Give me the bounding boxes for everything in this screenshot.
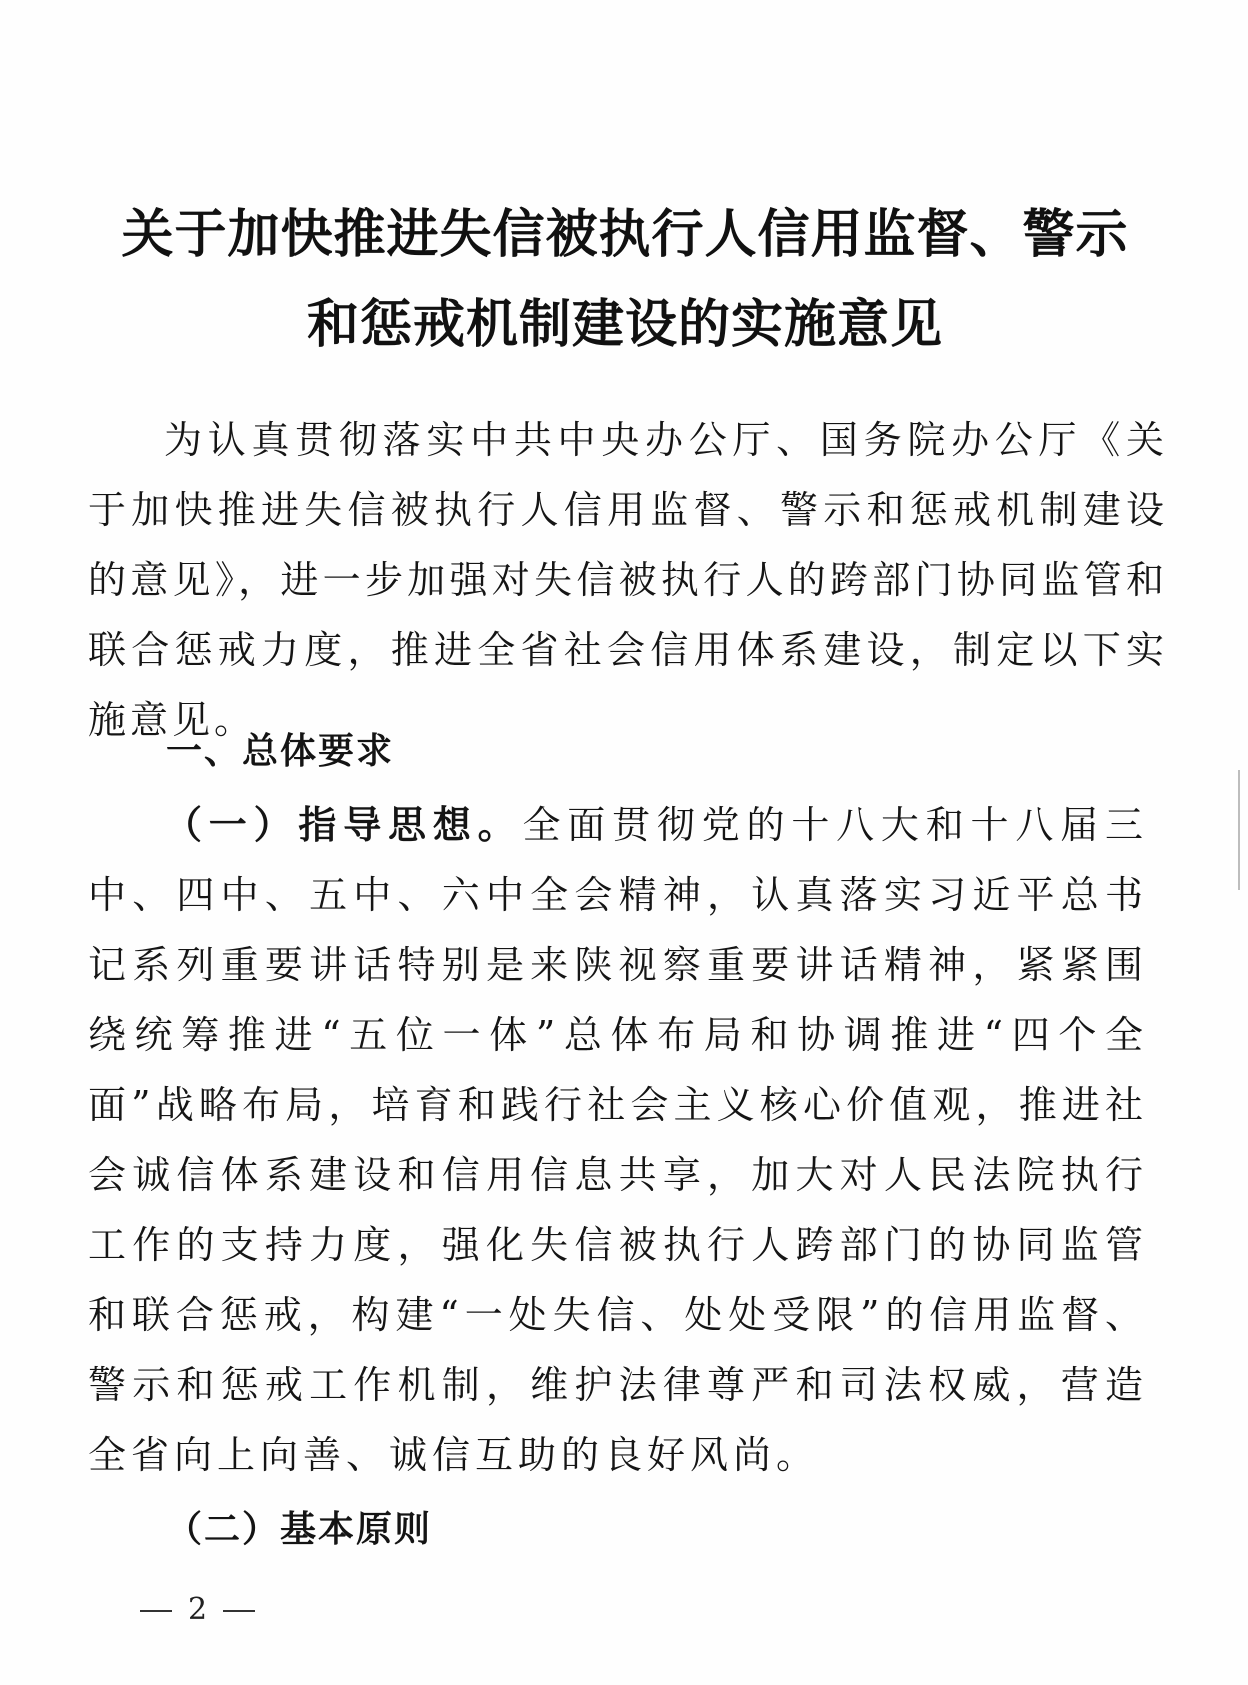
page-number [124, 1590, 271, 1630]
guiding-ideology-text: 全面贯彻党的十八大和十八届三中、四中、五中、六中全会精神，认真落实习近平总书记系列重要讲话特别是来陕视察重要讲话精神，紧紧围绕统筹推进“五位一体”总体布局和协调推进“四个全面”战略布局，培育和践行社会主义核心价值观，推进社会诚信体系建设和信用信息共享，加大对人民法院执行工作的支持力度，强化失信被执行人跨部门的协同监管和联合惩戒，构建“一处失信、处处受限”的信用监督、警示和惩戒工作机制，维护法律尊严和司法权威，营造全省向上向善、诚信互助的良好风尚。 [88, 803, 1148, 1477]
page-number-value: 2 [188, 1592, 208, 1627]
intro-paragraph: 为认真贯彻落实中共中央办公厅、国务院办公厅《关于加快推进失信被执行人信用监督、警示和惩戒机制建设的意见》，进一步加强对失信被执行人的跨部门协同监管和联合惩戒力度，推进全省社会信用体系建设，制定以下实施意见。 [88, 418, 1168, 742]
basic-principles-heading: （二）基本原则 [166, 1509, 433, 1550]
document-title-line-1: 关于加快推进失信被执行人信用监督、警示 [121, 205, 1129, 265]
page-number-dash-left [140, 1610, 172, 1612]
scan-edge-mark [1238, 770, 1240, 890]
page-number-dash-right [223, 1610, 255, 1612]
guiding-ideology-paragraph [88, 790, 1148, 1490]
guiding-ideology-lead: （一）指导思想。 [164, 803, 523, 847]
document-title-line-2: 和惩戒机制建设的实施意见 [306, 295, 943, 355]
section-heading-overall-requirements: 一、总体要求 [166, 731, 395, 772]
